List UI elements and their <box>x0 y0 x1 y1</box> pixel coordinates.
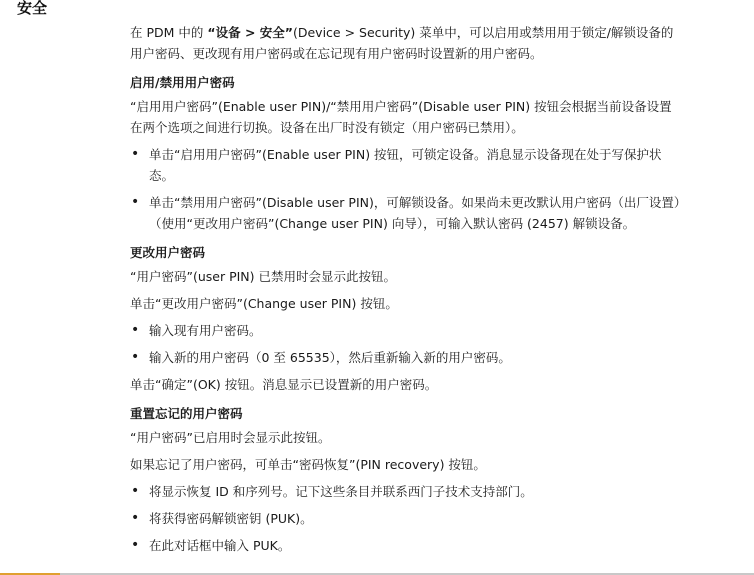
reset-pin-paragraph-1: “用户密码”已启用时会显示此按钮。 <box>130 430 331 445</box>
change-pin-paragraph-3: 单击“确定”(OK) 按钮。消息显示已设置新的用户密码。 <box>130 377 438 392</box>
enable-pin-list <box>130 144 682 234</box>
intro-menu-path: “设备 > 安全” <box>207 25 293 40</box>
intro-text-start: 在 PDM 中的 <box>130 25 208 40</box>
list-item: • 单击“禁用用户密码”(Disable user PIN)，可解锁设备。如果尚未更改默认用户密码（出厂设置）（使用“更改用户密码”(Change user PIN) 向导），可输入默认密码 (2457) 解锁设备。 <box>130 192 682 234</box>
list-item: • 在此对话框中输入 PUK。 <box>130 535 682 556</box>
change-pin-paragraph-2: 单击“更改用户密码”(Change user PIN) 按钮。 <box>130 296 398 311</box>
section-heading-change-pin: 更改用户密码 <box>130 245 206 260</box>
reset-pin-paragraph-2: 如果忘记了用户密码，可单击“密码恢复”(PIN recovery) 按钮。 <box>130 457 486 472</box>
document-body <box>130 22 682 562</box>
list-item: • 单击“启用用户密码”(Enable user PIN) 按钮，可锁定设备。消息显示设备现在处于写保护状态。 <box>130 144 682 186</box>
reset-pin-list <box>130 481 682 556</box>
page-title: 安全 <box>17 0 48 17</box>
change-pin-paragraph-1: “用户密码”(user PIN) 已禁用时会显示此按钮。 <box>130 269 396 284</box>
list-item: • 输入现有用户密码。 <box>130 320 682 341</box>
change-pin-list <box>130 320 682 368</box>
list-item: • 输入新的用户密码（0 至 65535），然后重新输入新的用户密码。 <box>130 347 682 368</box>
intro-paragraph <box>130 22 682 64</box>
section-heading-enable-pin: 启用/禁用用户密码 <box>130 75 235 90</box>
enable-pin-paragraph: “启用用户密码”(Enable user PIN)/“禁用用户密码”(Disable user PIN) 按钮会根据当前设备设置在两个选项之间进行切换。设备在出厂时没有锁定（用户密码已禁用）。 <box>130 99 672 135</box>
list-item: • 将显示恢复 ID 和序列号。记下这些条目并联系西门子技术支持部门。 <box>130 481 682 502</box>
intro-text-end: (Device > Security) 菜单中，可以启用或禁用用于锁定/解锁设备的用户密码、更改现有用户密码或在忘记现有用户密码时设置新的用户密码。 <box>130 25 674 61</box>
section-heading-reset-pin: 重置忘记的用户密码 <box>130 406 243 421</box>
list-item: • 将获得密码解锁密钥 (PUK)。 <box>130 508 682 529</box>
